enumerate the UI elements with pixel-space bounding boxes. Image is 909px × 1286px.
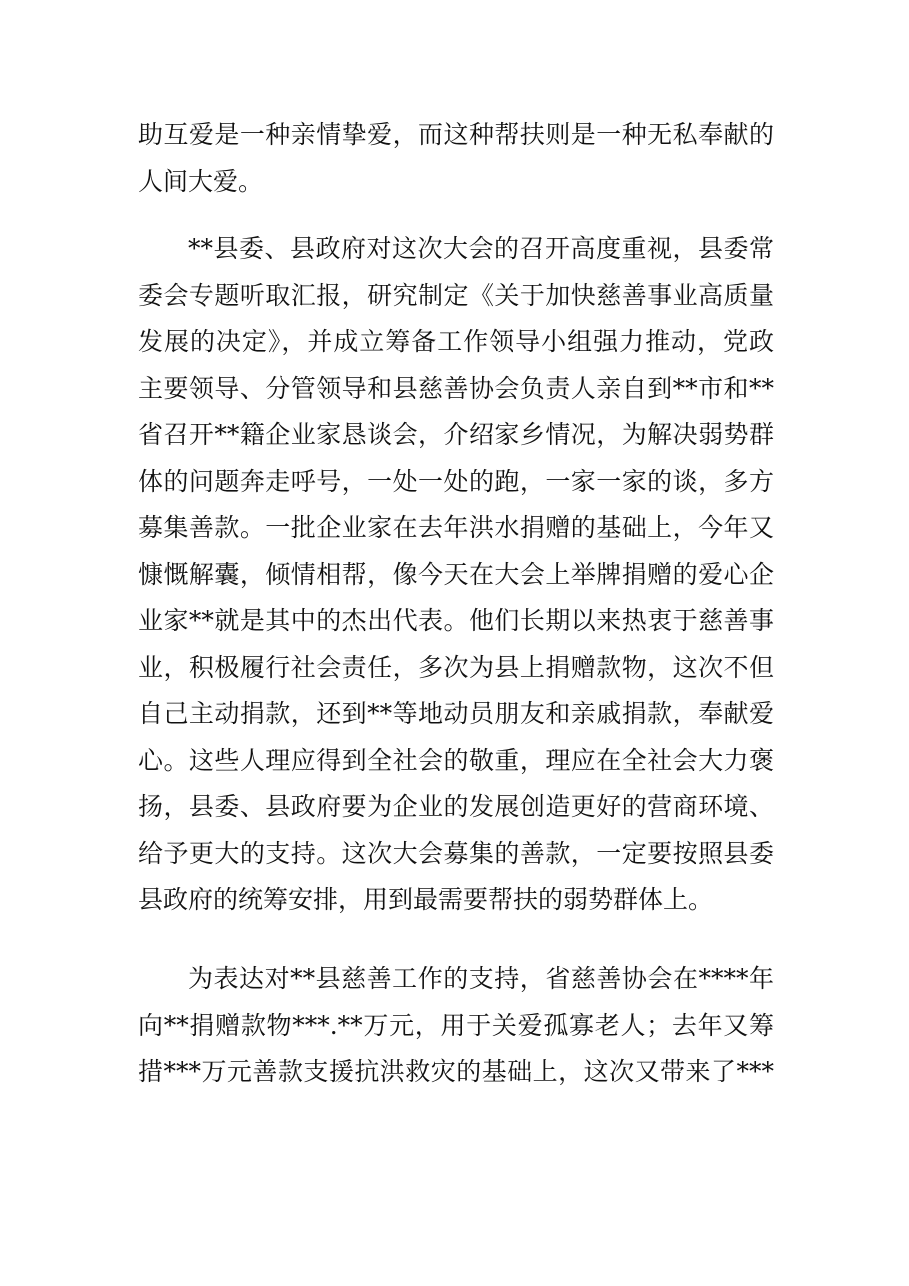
text-line: 扬，县委、县政府要为企业的发展创造更好的营商环境、: [138, 792, 774, 821]
text-line: 募集善款。一批企业家在去年洪水捐赠的基础上，今年又: [138, 513, 774, 542]
paragraph-2: [138, 226, 774, 924]
text-line: 省召开**籍企业家恳谈会，介绍家乡情况，为解决弱势群: [138, 420, 774, 449]
paragraph-3: [138, 956, 774, 1096]
text-line: 人间大爱。: [138, 166, 264, 196]
text-line: 发展的决定》，并成立筹备工作领导小组强力推动，党政: [138, 327, 774, 356]
text-line: 心。这些人理应得到全社会的敬重，理应在全社会大力褒: [138, 745, 774, 775]
text-line: 业，积极履行社会责任，多次为县上捐赠款物，这次不但: [138, 652, 774, 682]
text-line: 为表达对**县慈善工作的支持，省慈善协会在****年: [188, 964, 774, 993]
text-line: 委会专题听取汇报，研究制定《关于加快慈善事业高质量: [138, 280, 774, 310]
text-line: 向**捐赠款物***.**万元，用于关爱孤寡老人；去年又筹: [138, 1010, 774, 1040]
text-line: 县政府的统筹安排，用到最需要帮扶的弱势群体上。: [138, 885, 714, 914]
text-line: 主要领导、分管领导和县慈善协会负责人亲自到**市和**: [138, 373, 774, 403]
text-line: 自己主动捐款，还到**等地动员朋友和亲戚捐款，奉献爱: [138, 699, 774, 728]
text-line: 给予更大的支持。这次大会募集的善款，一定要按照县委: [138, 838, 774, 868]
text-line: 业家**就是其中的杰出代表。他们长期以来热衷于慈善事: [138, 606, 774, 635]
paragraph-1: [138, 112, 774, 205]
text-line: 措***万元善款支援抗洪救灾的基础上，这次又带来了***: [138, 1057, 774, 1086]
text-line: 助互爱是一种亲情挚爱，而这种帮扶则是一种无私奉献的: [138, 120, 774, 149]
text-line: 体的问题奔走呼号，一处一处的跑，一家一家的谈，多方: [138, 466, 774, 496]
text-line: **县委、县政府对这次大会的召开高度重视，县委常: [188, 234, 774, 263]
text-line: 慷慨解囊，倾情相帮，像今天在大会上举牌捐赠的爱心企: [138, 559, 774, 589]
